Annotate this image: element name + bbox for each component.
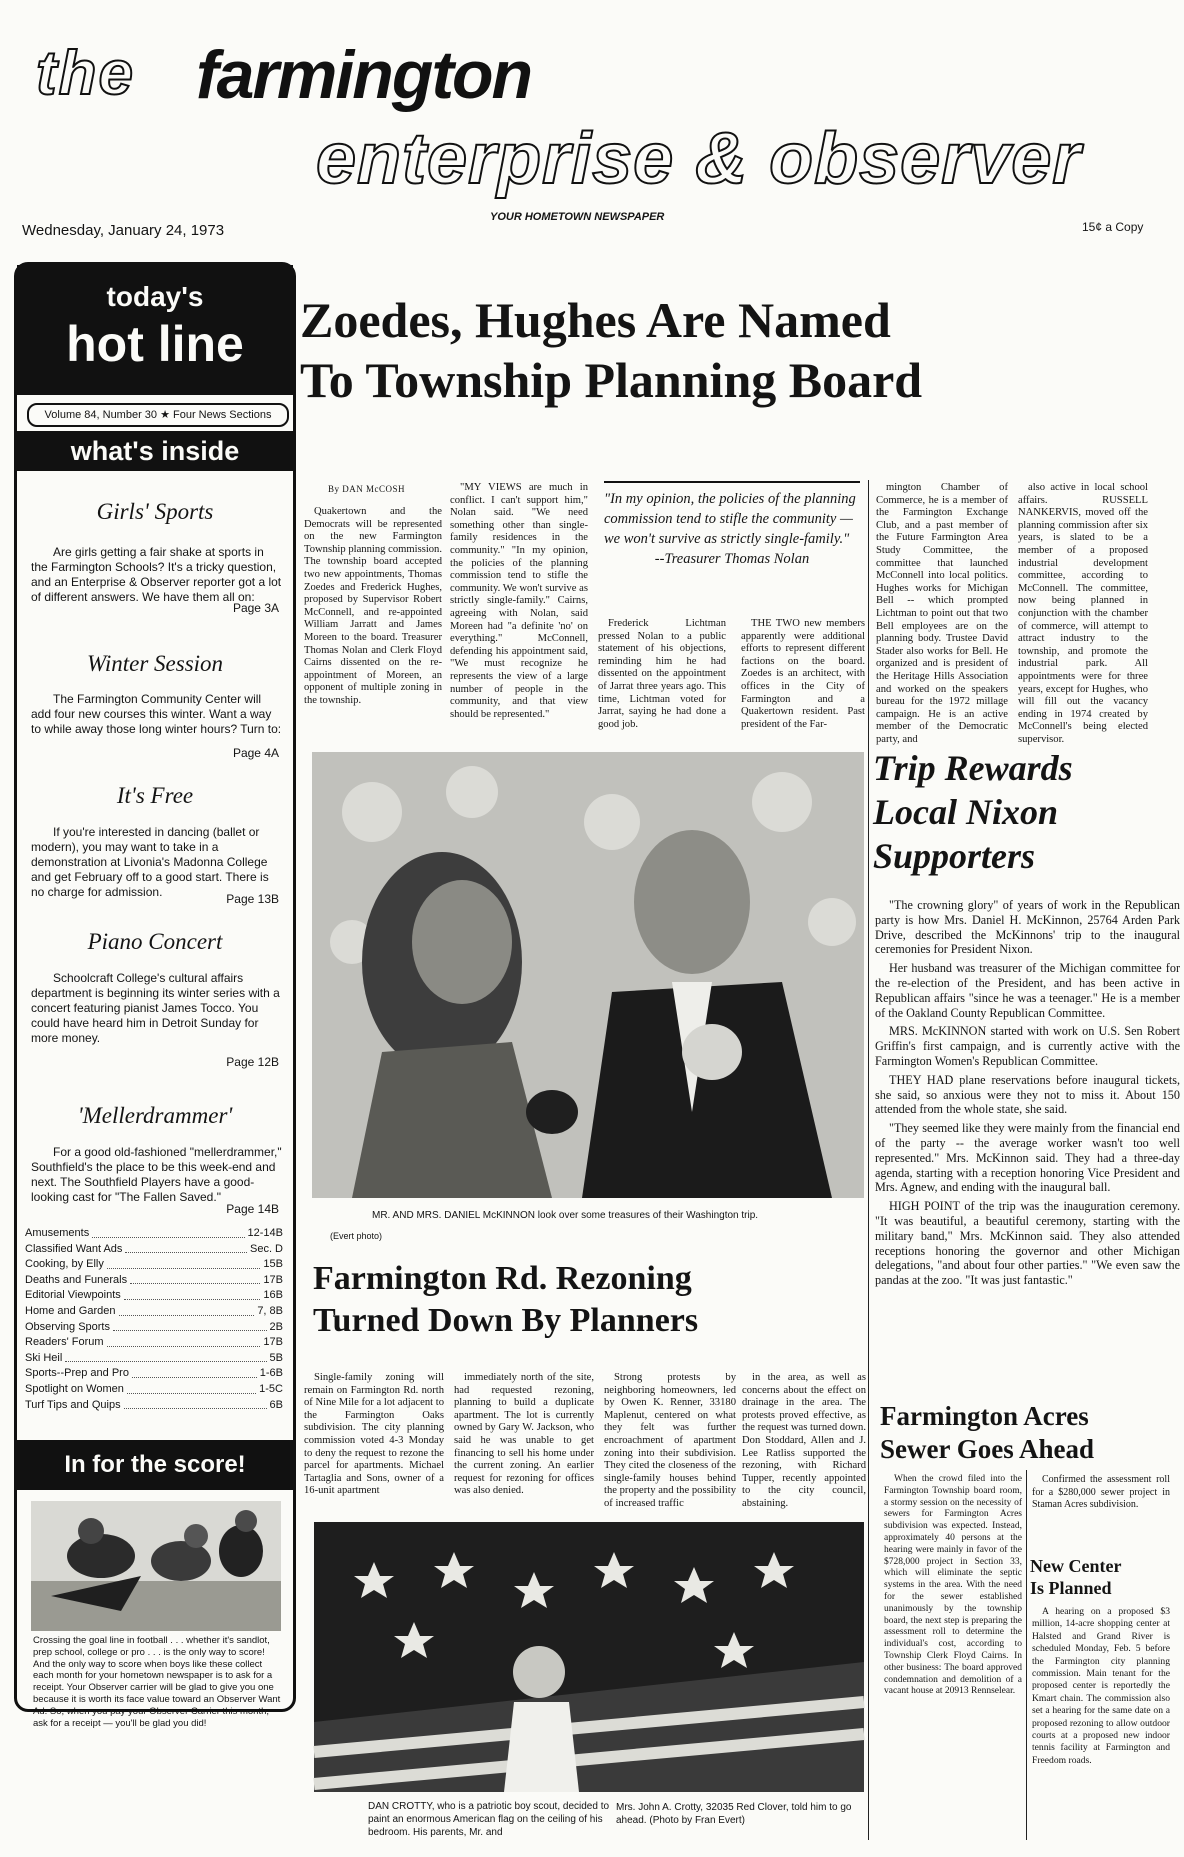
paragraph: A hearing on a proposed $3 million, 14-acre shopping center at Halsted and Grand River is scheduled Monday, Feb. 5 before the Farmington city planning commission. Main tenant for the proposed center is reportedly the Kmart chain. The commission also set a hearing for the same date on a proposed rezoning to allow outdoor courts at a proposed new indoor tennis facility at Farmington and Freedom roads. bbox=[1032, 1606, 1170, 1766]
index-label: Turf Tips and Quips bbox=[25, 1398, 121, 1411]
index-label: Amusements bbox=[25, 1227, 90, 1239]
new-center-body bbox=[1032, 1606, 1170, 1767]
section-page[interactable]: Page 12B bbox=[226, 1055, 279, 1069]
masthead-farmington: farmington bbox=[196, 37, 532, 113]
paragraph: HIGH POINT of the trip was the inauguration ceremony. "It was beautiful, a beautiful ceremony, starting with the military band," Mrs. McKinnon said. They also attended receptions honoring the governor and other Michigan delegations, "and about four other parties." "We even saw the pandas at the zoo. "It was just fantastic." bbox=[875, 1199, 1180, 1288]
paragraph: also active in local school affairs. RUSSELL NANKERVIS, moved off the planning commission after six years, is slated to be a member of a proposed industrial development committee, according to McConnell. The committee, now being planned in conjunction with the chamber of commerce, will attempt to attract industry to the township, and promote the industrial park. All appointments were for three years, except for Hughes, who will fill out the vacancy ending in 1974 created by McConnell's being elected supervisor. bbox=[1018, 482, 1148, 745]
index-label: Ski Heil bbox=[25, 1351, 63, 1364]
paragraph: "MY VIEWS are much in conflict. I can't support him," Nolan said. "We need something other than single-family residences in the community." "In my opinion, the policies of the planning commission tend to stifle the community. We won't survive as strictly single-family." Cairns, agreeing with Nolan, said Moreen had "a definite 'no' on everything." McConnell, defending his appointment said, "We must recognize he represents the view of a large number of people in the community, and that view should be represented." bbox=[450, 482, 588, 720]
lead-column-6 bbox=[1018, 482, 1148, 746]
flag-caption-right: Mrs. John A. Crotty, 32035 Red Clover, told him to go ahead. (Photo by Fran Evert) bbox=[616, 1802, 852, 1826]
section-title: It's Free bbox=[116, 783, 194, 808]
sewer-column-2 bbox=[1032, 1474, 1170, 1512]
index-row[interactable] bbox=[25, 1320, 283, 1336]
leader-dots bbox=[124, 1398, 267, 1410]
sewer-headline-line-1: Farmington Acres bbox=[880, 1401, 1089, 1431]
issue-date: Wednesday, January 24, 1973 bbox=[22, 222, 225, 239]
paragraph: Confirmed the assessment roll for a $280,000 sewer project in Staman Acres subdivision. bbox=[1032, 1474, 1170, 1510]
rezoning-headline-line-1: Farmington Rd. Rezoning bbox=[313, 1260, 692, 1297]
nixon-headline bbox=[873, 746, 1073, 878]
paragraph: mington Chamber of Commerce, he is a member of the Farmington Exchange Club, and a past member of the Future Farmington Area Study Committee, the committee that launched McConnell into local politics. Hughes works for Michigan Bell -- which prompted Lichtman to point out that two Bell employees are on the planning body. Trustee David Stader also works for Bell. He organized and is president of the Heritage Hills Association and worked on the speakers bureau for the 1972 millage campaign. He is an active member of the Democratic party, and bbox=[876, 482, 1008, 745]
section-page[interactable]: Page 13B bbox=[226, 892, 279, 906]
paragraph: THEY HAD plane reservations before inaugural tickets, she said, so anxious were they not to miss it. About 150 attended from the whole state, she said. bbox=[875, 1072, 1180, 1117]
paragraph: "The crowning glory" of years of work in the Republican party is how Mrs. Daniel H. McKinnon, 25764 Arden Park Drive, described the McKinnons' trip to the inaugural ceremonies for President Nixon. bbox=[875, 898, 1180, 957]
index-label: Sports--Prep and Pro bbox=[25, 1367, 129, 1380]
pull-quote-text: "In my opinion, the policies of the planning commission tend to stifle the community — we won't survive as strictly single-family." bbox=[604, 491, 856, 547]
mckinnon-photo bbox=[312, 752, 864, 1198]
leader-dots bbox=[125, 1242, 247, 1254]
leader-dots bbox=[127, 1382, 256, 1394]
index-label: Spotlight on Women bbox=[25, 1382, 124, 1395]
lead-headline-line-2: To Township Planning Board bbox=[300, 352, 923, 408]
nixon-headline-line-3: Supporters bbox=[873, 836, 1036, 876]
index-row[interactable] bbox=[25, 1351, 283, 1367]
index-label: Cooking, by Elly bbox=[25, 1258, 104, 1271]
section-body: For a good old-fashioned "mellerdrammer," Southfield's the place to be this week-end and next. The Southfield Players have a good-looking cast for "The Fallen Saved." bbox=[31, 1145, 282, 1204]
index-page: 16B bbox=[263, 1289, 283, 1302]
section-body: Are girls getting a fair shake at sports in the Farmington Schools? It's a tricky question, and an Enterprise & Observer reporter got a lot of different answers. We have them all on: bbox=[31, 545, 282, 604]
leader-dots bbox=[119, 1304, 255, 1316]
in-for-the-score-banner: In for the score! bbox=[17, 1440, 293, 1490]
new-center-headline-line-1: New Center bbox=[1030, 1556, 1122, 1576]
nixon-headline-line-2: Local Nixon bbox=[873, 792, 1058, 832]
rezoning-column-4 bbox=[742, 1372, 866, 1511]
leader-dots bbox=[113, 1320, 267, 1332]
section-title: 'Mellerdrammer' bbox=[77, 1103, 233, 1128]
photo-caption: MR. AND MRS. DANIEL McKINNON look over some treasures of their Washington trip. bbox=[372, 1210, 759, 1221]
paragraph: THE TWO new members apparently were additional efforts to represent different factions on the board. Zoedes is an architect, with offices in the City of Farmington and a Quakertown resident. Past president of the Far- bbox=[741, 618, 865, 730]
lead-column-3 bbox=[598, 618, 726, 731]
pull-quote-attribution: --Treasurer Thomas Nolan bbox=[654, 551, 810, 567]
hot-line-banner bbox=[17, 265, 293, 395]
football-photo bbox=[31, 1501, 281, 1631]
whats-inside-banner: what's inside bbox=[17, 431, 293, 471]
index-page: 17B bbox=[263, 1273, 283, 1286]
leader-dots bbox=[130, 1273, 260, 1285]
paragraph: Single-family zoning will remain on Farmington Rd. north of Nine Mile for a lot adjacent to the Farmington Oaks subdivision. The city planning commission voted 4-3 Monday to deny the request to rezone the parcel for apartments. Michael Tartaglia and Sons, owner of a 16-unit apartment bbox=[304, 1372, 444, 1497]
index-page: 1-5C bbox=[259, 1382, 283, 1395]
paragraph: When the crowd filed into the Farmington Township board room, a stormy session on the necessity of sewers for Farmington Acres subdivision was expected. Instead, approximately 40 persons at the hearing were mainly in favor of the $728,000 project in Section 33, which will eliminate the septic systems in the area. With the need for the sewer established unanimously by the township board, the next step is preparing the assessment roll to determine the individual's cost, according to Township Clerk Floyd Cairns. In other business: The board approved condemnation and demolition of a vacant house at 20913 Rennselear. bbox=[884, 1474, 1022, 1697]
lead-column-1 bbox=[304, 506, 442, 708]
rezoning-column-2 bbox=[454, 1372, 594, 1498]
leader-dots bbox=[107, 1335, 261, 1347]
pull-quote bbox=[604, 481, 860, 569]
index-page: 7, 8B bbox=[257, 1304, 283, 1317]
photo-credit: (Evert photo) bbox=[330, 1231, 383, 1241]
leader-dots bbox=[124, 1288, 261, 1300]
section-body: If you're interested in dancing (ballet or modern), you may want to take in a demonstration at Livonia's Madonna College and get February off to a good start. There is no charge for admission. bbox=[31, 825, 269, 899]
index-row[interactable] bbox=[25, 1257, 283, 1273]
paragraph: Strong protests by neighboring homeowners, led by Owen K. Renner, 33180 Maplenut, centered on what they felt was further encroachment of apartment zoning into their subdivision. They cited the closeness of the single-family houses behind the property and the possibility of increased traffic bbox=[604, 1372, 736, 1509]
price: 15¢ a Copy bbox=[1082, 220, 1144, 234]
paragraph: immediately north of the site, had requested rezoning, planning to build a duplicate apartment. The lot is currently owned by Gary W. Jackson, who said he was unable to get financing to sell his home under the current zoning. An earlier request for rezoning for offices was also denied. bbox=[454, 1372, 594, 1497]
index-row[interactable] bbox=[25, 1226, 283, 1242]
nixon-body bbox=[875, 898, 1180, 1292]
hot-line-top: today's bbox=[106, 281, 204, 312]
volume-number: Volume 84, Number 30 ★ Four News Sections bbox=[27, 403, 289, 427]
lead-headline-line-1: Zoedes, Hughes Are Named bbox=[300, 292, 891, 348]
index-page: Sec. D bbox=[249, 1242, 283, 1255]
new-center-headline-line-2: Is Planned bbox=[1030, 1578, 1112, 1598]
index-label: Readers' Forum bbox=[25, 1336, 104, 1349]
paragraph: in the area, as well as concerns about the effect on drainage in the area. The protests proved effective, as the request was turned down. Don Stoddard, Allen and J. Lee Ratliss supported the rezoning, with Richard Tupper, recently appointed to the city council, abstaining. bbox=[742, 1372, 866, 1509]
section-title: Winter Session bbox=[86, 651, 224, 676]
index-page: 2B bbox=[269, 1320, 283, 1333]
score-caption: Crossing the goal line in football . . . whether it's sandlot, prep school, college or pro . . . is the only way to score! And the only way to score when boys like these collect each month for your hometown newspaper is to ask for a receipt. Your Observer carrier will be glad to give you one because it is worth its face value toward an Observer Want Ad. So, when you pay your Observer Carrier this month, ask for a receipt — you'll be glad you did! bbox=[33, 1635, 281, 1729]
flag-caption-left: DAN CROTTY, who is a patriotic boy scout, decided to paint an enormous American flag on the ceiling of his bedroom. His parents, Mr. and bbox=[368, 1801, 610, 1838]
masthead-enterprise-observer: enterprise & observer bbox=[316, 119, 1082, 199]
lead-column-2 bbox=[450, 482, 588, 721]
rezoning-headline bbox=[313, 1258, 698, 1342]
leader-dots bbox=[132, 1366, 257, 1378]
new-center-headline bbox=[1030, 1555, 1121, 1599]
hot-line-title: hot line bbox=[66, 316, 244, 372]
index-row[interactable] bbox=[25, 1398, 283, 1414]
index-label: Observing Sports bbox=[25, 1320, 110, 1333]
index-row[interactable] bbox=[25, 1304, 283, 1320]
masthead-the: the bbox=[36, 39, 135, 108]
index-row[interactable] bbox=[25, 1366, 283, 1382]
section-page[interactable]: Page 14B bbox=[226, 1202, 279, 1216]
paragraph: "They seemed like they were mainly from the financial end of the party -- the average worker wasn't too well represented." Mrs. McKinnon said. They had a three-day agenda, starting with a reception honoring Vice President and Mrs. Agnew, and ending with the inaugural ball. bbox=[875, 1121, 1180, 1195]
section-page[interactable]: Page 4A bbox=[232, 746, 279, 760]
paragraph: MRS. McKINNON started with work on U.S. Sen Robert Griffin's first campaign, and is currently active with the Farmington Women's Republican Committee. bbox=[875, 1024, 1180, 1068]
rezoning-column-3 bbox=[604, 1372, 736, 1511]
byline: By DAN McCOSH bbox=[328, 484, 406, 494]
rezoning-column-1 bbox=[304, 1372, 444, 1498]
index-page: 15B bbox=[263, 1258, 283, 1271]
paragraph: Quakertown and the Democrats will be represented on the new Farmington Township planning commission. The township board accepted two new appointments, Thomas Zoedes and Frederick Hughes, proposed by Supervisor Robert McConnell, and re-appointed William Jarratt and James Moreen to the board. Treasurer Thomas Nolan and Clerk Floyd Cairns dissented on the re-appointment of Moreen, an opponent of multiple zoning in the township. bbox=[304, 506, 442, 706]
index-page: 12-14B bbox=[247, 1227, 283, 1239]
nixon-headline-line-1: Trip Rewards bbox=[873, 748, 1073, 788]
index-label: Home and Garden bbox=[25, 1304, 116, 1317]
lead-column-4 bbox=[741, 618, 865, 731]
section-page[interactable]: Page 3A bbox=[232, 601, 279, 615]
leader-dots bbox=[107, 1257, 261, 1269]
lead-headline bbox=[300, 290, 922, 410]
column-rule bbox=[868, 480, 869, 1840]
paragraph: Frederick Lichtman pressed Nolan to a public statement of his objections, reminding him he had dissented on the appointment of Jarrat three years ago. This time, Lichtman voted for Jarrat, saying he had done a good job. bbox=[598, 618, 726, 730]
sidebar-hot-line bbox=[14, 262, 296, 1729]
index-page: 17B bbox=[263, 1336, 283, 1349]
rezoning-headline-line-2: Turned Down By Planners bbox=[313, 1302, 699, 1339]
index-row[interactable] bbox=[25, 1273, 283, 1289]
index-row[interactable] bbox=[25, 1288, 283, 1304]
index-row[interactable] bbox=[25, 1382, 283, 1398]
sewer-headline bbox=[880, 1400, 1094, 1466]
sewer-column-1 bbox=[884, 1474, 1022, 1698]
section-body: Schoolcraft College's cultural affairs department is beginning its winter series with a concert featuring pianist James Tocco. You could have heard him in Detroit Sunday for more money. bbox=[31, 971, 280, 1045]
section-title: Piano Concert bbox=[87, 929, 223, 954]
index-page: 6B bbox=[269, 1398, 283, 1411]
leader-dots bbox=[92, 1226, 244, 1238]
index-list bbox=[25, 1226, 283, 1413]
column-rule bbox=[1026, 1470, 1027, 1840]
section-body: The Farmington Community Center will add four new courses this winter. Want a way to while away those long winter hours? Turn to: bbox=[31, 692, 282, 736]
index-label: Classified Want Ads bbox=[25, 1242, 123, 1255]
section-title: Girls' Sports bbox=[96, 499, 214, 524]
leader-dots bbox=[65, 1351, 266, 1363]
flag-photo bbox=[314, 1522, 864, 1792]
index-label: Deaths and Funerals bbox=[25, 1273, 128, 1286]
paragraph: Her husband was treasurer of the Michigan committee for the re-election of the President, and has been active in Republican affairs "since he was a teenager." He is a member of the Oakland County Republican Committee. bbox=[875, 961, 1180, 1020]
index-label: Editorial Viewpoints bbox=[25, 1289, 121, 1302]
index-page: 5B bbox=[269, 1351, 283, 1364]
index-row[interactable] bbox=[25, 1242, 283, 1258]
sewer-headline-line-2: Sewer Goes Ahead bbox=[880, 1434, 1094, 1464]
index-row[interactable] bbox=[25, 1335, 283, 1351]
tagline: YOUR HOMETOWN NEWSPAPER bbox=[490, 211, 665, 223]
lead-column-5 bbox=[876, 482, 1008, 746]
index-page: 1-6B bbox=[259, 1367, 283, 1380]
